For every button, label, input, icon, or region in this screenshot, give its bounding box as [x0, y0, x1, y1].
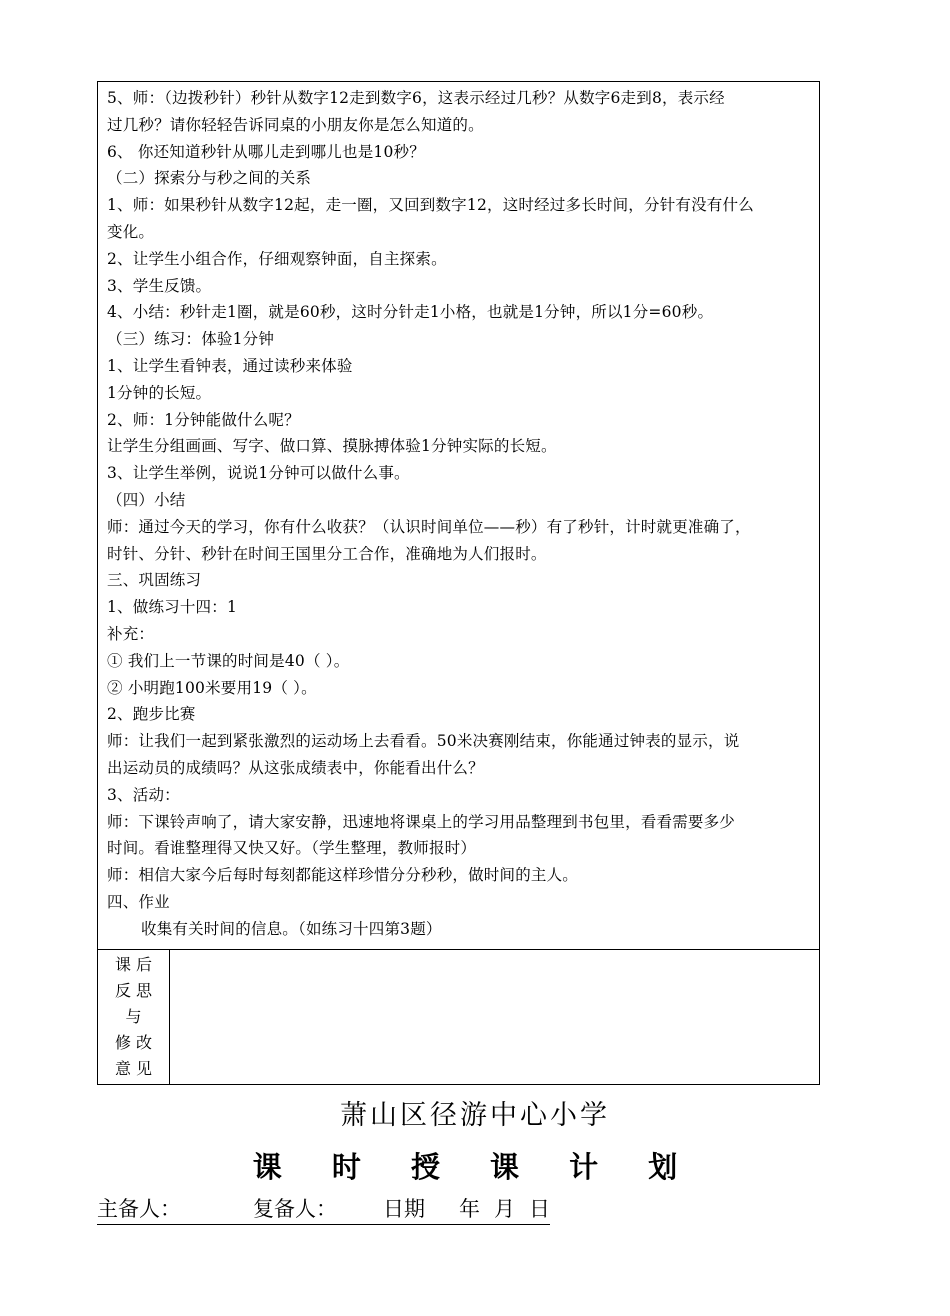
reflection-label-line: 与 — [125, 1007, 142, 1026]
reflection-label-line: 反 思 — [114, 981, 153, 1000]
content-line: （四）小结 — [107, 490, 186, 509]
school-name: 萧山区径游中心小学 — [340, 1100, 610, 1131]
primary-preparer-label: 主备人： — [97, 1197, 181, 1221]
lesson-content-cell — [98, 82, 819, 950]
content-line: 2、跑步比赛 — [107, 705, 196, 724]
content-line: 师：让我们一起到紧张激烈的运动场上去看看。50米决赛刚结束，你能通过钟表的显示，说 — [107, 732, 740, 751]
content-line: 3、让学生举例，说说1分钟可以做什么事。 — [107, 464, 410, 483]
content-line: 1、做练习十四：1 — [107, 598, 238, 617]
content-line: 3、学生反馈。 — [107, 276, 212, 295]
content-line: （三）练习：体验1分钟 — [107, 330, 275, 349]
content-line: ① 我们上一节课的时间是40（ ）。 — [107, 651, 350, 670]
preparer-info-line — [97, 1193, 550, 1225]
content-line: 收集有关时间的信息。（如练习十四第3题） — [141, 919, 442, 938]
plan-title: 课 时 授 课 计 划 — [252, 1150, 698, 1184]
reflection-label-line: 意 见 — [114, 1059, 153, 1078]
content-line: 让学生分组画画、写字、做口算、摸脉搏体验1分钟实际的长短。 — [107, 437, 557, 456]
content-line: 2、师：1分钟能做什么呢？ — [107, 410, 300, 429]
content-line: 6、 你还知道秒针从哪儿走到哪儿也是10秒？ — [107, 142, 425, 161]
content-line: 时间。看谁整理得又快又好。（学生整理，教师报时） — [107, 839, 477, 858]
content-line: 变化。 — [107, 222, 155, 241]
content-line: （二）探索分与秒之间的关系 — [107, 169, 312, 188]
content-line: 1分钟的长短。 — [107, 383, 212, 402]
reflection-label-cell — [98, 950, 170, 1084]
content-line: 4、小结：秒针走1圈，就是60秒，这时分针走1小格，也就是1分钟，所以1分=60秒。 — [107, 303, 714, 322]
content-line: 出运动员的成绩吗？从这张成绩表中，你能看出什么？ — [107, 758, 484, 777]
reflection-content-cell[interactable] — [170, 950, 819, 1084]
content-line: 时针、分针、秒针在时间王国里分工合作，准确地为人们报时。 — [107, 544, 547, 563]
content-line: 三、巩固练习 — [107, 571, 202, 590]
reflection-label-line: 修 改 — [114, 1033, 153, 1052]
reflection-label-line: 课 后 — [114, 955, 153, 974]
date-label: 日期 — [383, 1197, 425, 1221]
content-line: 补充： — [107, 624, 155, 643]
day-label: 日 — [529, 1197, 550, 1221]
content-line: 2、让学生小组合作，仔细观察钟面，自主探索。 — [107, 249, 447, 268]
content-line: 过几秒？请你轻轻告诉同桌的小朋友你是怎么知道的。 — [107, 115, 484, 134]
month-label: 月 — [494, 1197, 515, 1221]
secondary-preparer-label: 复备人： — [253, 1197, 337, 1221]
lesson-content-lines — [107, 85, 811, 943]
content-line: 师：通过今天的学习，你有什么收获？（认识时间单位——秒）有了秒针，计时就更准确了， — [107, 517, 751, 536]
content-line: 师：下课铃声响了，请大家安静，迅速地将课桌上的学习用品整理到书包里，看看需要多少 — [107, 812, 736, 831]
content-line: 师：相信大家今后每时每刻都能这样珍惜分分秒秒，做时间的主人。 — [107, 866, 579, 885]
content-line: 1、师：如果秒针从数字12起，走一圈，又回到数字12，这时经过多长时间，分针有没有什么 — [107, 196, 754, 215]
content-line: 3、活动： — [107, 785, 180, 804]
content-line: 1、让学生看钟表，通过读秒来体验 — [107, 356, 353, 375]
content-line: 5、师：（边拨秒针）秒针从数字12走到数字6，这表示经过几秒？从数字6走到8，表示经 — [107, 89, 725, 107]
year-label: 年 — [459, 1197, 480, 1221]
content-line: ② 小明跑100米要用19（ ）。 — [107, 678, 317, 697]
lesson-plan-table — [97, 81, 820, 1085]
content-line: 四、作业 — [107, 892, 170, 911]
